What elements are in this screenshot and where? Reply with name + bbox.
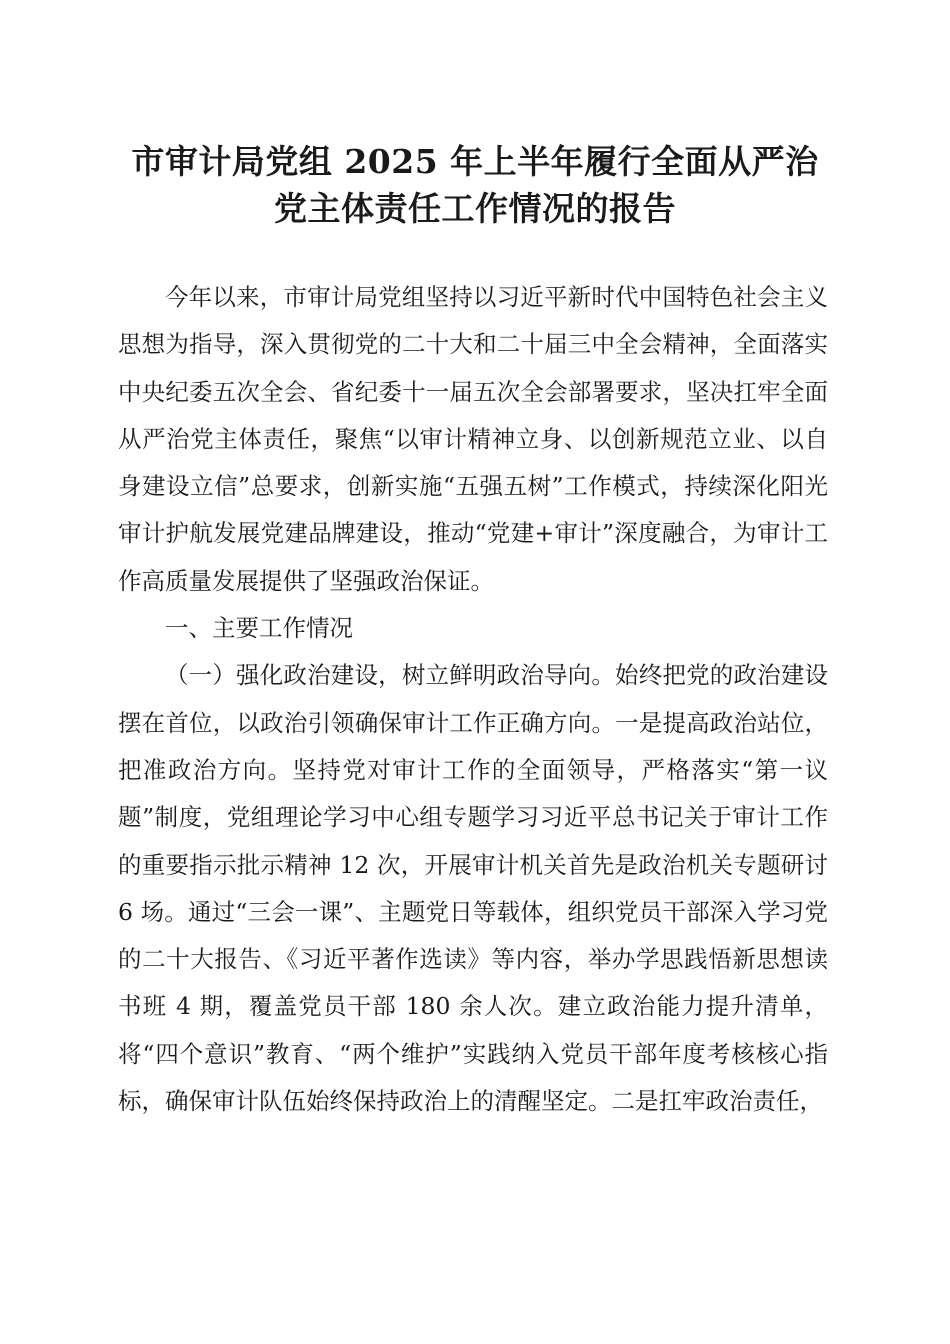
document-body [118, 274, 828, 1125]
intro-paragraph: 今年以来，市审计局党组坚持以习近平新时代中国特色社会主义思想为指导，深入贯彻党的二十大和二十届三中全会精神，全面落实中央纪委五次全会、省纪委十一届五次全会部署要求，坚决扛牢全面从严治党主体责任，聚焦“以审计精神立身、以创新规范立业、以自身建设立信”总要求，创新实施“五强五树”工作模式，持续深化阳光审计护航发展党建品牌建设，推动“党建+审计”深度融合，为审计工作高质量发展提供了坚强政治保证。 [118, 283, 828, 595]
section1-subsection1-heading: （一）强化政治建设，树立鲜明政治导向。 [165, 661, 616, 690]
section1-subsection1-body: 始终把党的政治建设摆在首位，以政治引领确保审计工作正确方向。一是提高政治站位，把准政治方向。坚持党对审计工作的全面领导，严格落实“第一议题”制度，党组理论学习中心组专题学习习近平总书记关于审计工作的重要指示批示精神 12 次，开展审计机关首先是政治机关专题研讨 6 场。通过“三会一课”、主题党日等载体，组织党员干部深入学习党的二十大报告、《习近平著作选读》等内容，举办学思践悟新思想读书班 4 期，覆盖党员干部 180 余人次。建立政治能力提升清单，将“四个意识”教育、“两个维护”实践纳入党员干部年度考核核心指标，确保审计队伍始终保持政治上的清醒坚定。二是扛牢政治责任， [118, 661, 829, 1116]
document-title [100, 138, 850, 232]
document-title-line-1: 市审计局党组 2025 年上半年履行全面从严治 [131, 142, 819, 181]
section1-subsection1-paragraph [118, 652, 828, 1125]
document-title-line-2: 党主体责任工作情况的报告 [274, 189, 676, 228]
section-heading-main-work: 一、主要工作情况 [165, 614, 353, 643]
